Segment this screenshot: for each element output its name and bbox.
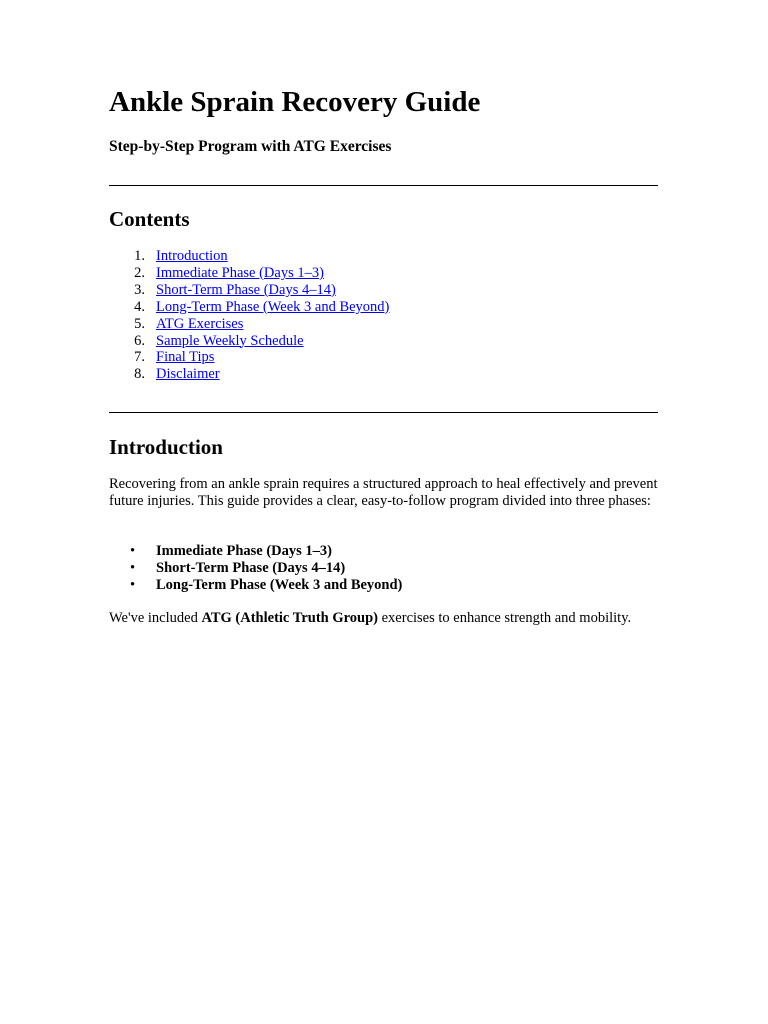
toc-link-disclaimer[interactable]: Disclaimer <box>156 366 220 383</box>
toc-item-number: 4. <box>134 298 145 315</box>
toc-item-number: 6. <box>134 332 145 349</box>
toc-item-short-term-phase <box>109 282 389 299</box>
toc-item-immediate-phase <box>109 265 389 282</box>
toc-link-atg-exercises[interactable]: ATG Exercises <box>156 315 244 332</box>
toc-link-short-term-phase[interactable]: Short-Term Phase (Days 4–14) <box>156 281 336 298</box>
toc-item-long-term-phase <box>109 299 389 316</box>
toc-item-sample-weekly-schedule <box>109 333 389 350</box>
list-item <box>109 543 402 560</box>
phase-label: Long-Term Phase (Week 3 and Beyond) <box>156 577 403 594</box>
horizontal-rule <box>109 412 658 413</box>
horizontal-rule <box>109 185 658 186</box>
phase-label: Short-Term Phase (Days 4–14) <box>156 560 346 577</box>
toc-link-immediate-phase[interactable]: Immediate Phase (Days 1–3) <box>156 264 324 281</box>
toc-item-final-tips <box>109 349 389 366</box>
toc-item-introduction <box>109 248 389 265</box>
toc-item-number: 2. <box>134 264 145 281</box>
atg-text-suffix: exercises to enhance strength and mobility. <box>378 610 632 626</box>
toc-link-introduction[interactable]: Introduction <box>156 248 228 264</box>
bullet-icon: • <box>130 543 136 559</box>
bullet-icon: • <box>130 577 136 594</box>
toc-link-final-tips[interactable]: Final Tips <box>156 349 215 366</box>
toc-item-atg-exercises <box>109 316 389 333</box>
toc-link-sample-weekly-schedule[interactable]: Sample Weekly Schedule <box>156 332 304 349</box>
introduction-paragraph: Recovering from an ankle sprain requires a structured approach to heal effectively and prevent future injuries. This guide provides a clear, easy-to-follow program divided into three phases: <box>109 476 658 510</box>
list-item <box>109 577 402 594</box>
toc-link-long-term-phase[interactable]: Long-Term Phase (Week 3 and Beyond) <box>156 298 390 315</box>
list-item <box>109 560 402 577</box>
bullet-icon: • <box>130 560 136 577</box>
table-of-contents <box>109 248 389 383</box>
atg-paragraph <box>109 610 658 627</box>
document-title: Ankle Sprain Recovery Guide <box>109 86 481 118</box>
toc-item-number: 7. <box>134 349 145 366</box>
toc-item-number: 1. <box>134 248 145 264</box>
toc-item-number: 3. <box>134 281 145 298</box>
toc-item-number: 8. <box>134 366 145 383</box>
phase-list <box>109 543 402 595</box>
atg-bold-text: ATG (Athletic Truth Group) <box>201 610 378 626</box>
toc-item-disclaimer <box>109 366 389 383</box>
toc-item-number: 5. <box>134 315 145 332</box>
phase-label: Immediate Phase (Days 1–3) <box>156 543 332 559</box>
introduction-heading: Introduction <box>109 435 223 459</box>
contents-heading: Contents <box>109 207 190 231</box>
document-subtitle: Step-by-Step Program with ATG Exercises <box>109 138 392 155</box>
atg-text-prefix: We've included <box>109 610 202 626</box>
